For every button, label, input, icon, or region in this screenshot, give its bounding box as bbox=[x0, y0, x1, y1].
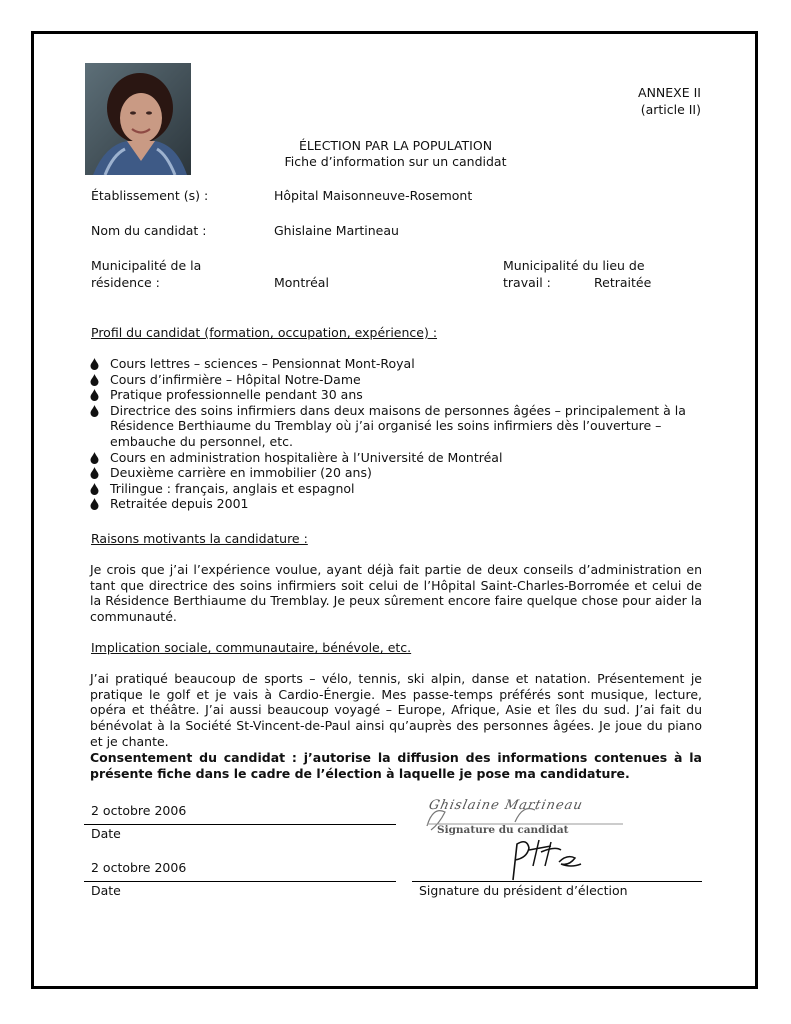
annexe-article: (article II) bbox=[640, 102, 701, 117]
date-2-label: Date bbox=[91, 883, 121, 898]
document-title: ÉLECTION PAR LA POPULATION bbox=[298, 138, 493, 153]
nom-value: Ghislaine Martineau bbox=[274, 223, 399, 238]
president-signature-label: Signature du président d’élection bbox=[419, 883, 628, 898]
drop-bullet-icon bbox=[90, 374, 99, 386]
date-1-label: Date bbox=[91, 826, 121, 841]
travail-label-line1: Municipalité du lieu de bbox=[503, 258, 645, 273]
profil-item bbox=[90, 481, 700, 497]
profil-item-text: Retraitée depuis 2001 bbox=[110, 496, 249, 512]
profil-heading bbox=[91, 325, 473, 341]
drop-bullet-icon bbox=[90, 389, 99, 401]
profil-item bbox=[90, 372, 700, 388]
raisons-text: Je crois que j’ai l’expérience voulue, ayant déjà fait partie de deux conseils d’administration en tant que directrice des soins infirmiers soit celui de l’Hôpital Saint-Charles-Borromée et celui de la Résidence Berthiaume du Tremblay. Je peux sûrement encore faire quelque chose pour aider la communauté. bbox=[90, 562, 702, 625]
president-signature bbox=[505, 836, 585, 882]
profil-item bbox=[90, 496, 700, 512]
implication-heading: Implication sociale, communautaire, bénévole, etc. bbox=[91, 640, 412, 655]
raisons-heading: Raisons motivants la candidature : bbox=[91, 531, 308, 546]
profil-item-text: Deuxième carrière en immobilier (20 ans) bbox=[110, 465, 372, 481]
profil-item bbox=[90, 465, 700, 481]
drop-bullet-icon bbox=[90, 498, 99, 510]
profil-item-text: Cours d’infirmière – Hôpital Notre-Dame bbox=[110, 371, 361, 387]
residence-value: Montréal bbox=[274, 275, 329, 290]
profil-item bbox=[90, 387, 700, 403]
drop-bullet-icon bbox=[90, 483, 99, 495]
travail-label-line2: travail : bbox=[503, 275, 551, 290]
drop-bullet-icon bbox=[90, 452, 99, 464]
profil-list bbox=[90, 356, 700, 512]
profil-heading-text: Profil du candidat (formation, occupation, expérience) : bbox=[91, 325, 438, 340]
president-signature-line bbox=[412, 881, 702, 882]
residence-label-line1: Municipalité de la bbox=[91, 258, 202, 273]
date-1: 2 octobre 2006 bbox=[91, 803, 187, 818]
profil-item-text: Directrice des soins infirmiers dans deux maisons de personnes âgées – principalement à la Résidence Berthiaume du Tremblay où j’ai organisé les soins infirmiers dès l’ouverture – embauche du personnel, etc. bbox=[110, 402, 686, 449]
profil-item-text: Pratique professionnelle pendant 30 ans bbox=[110, 387, 363, 403]
profil-item bbox=[90, 356, 700, 372]
travail-value: Retraitée bbox=[594, 275, 652, 290]
drop-bullet-icon bbox=[90, 467, 99, 479]
profil-item-text: Cours lettres – sciences – Pensionnat Mont-Royal bbox=[110, 356, 415, 371]
candidate-signature-handwriting: Ghislaine Martineau bbox=[427, 798, 585, 813]
profil-item bbox=[90, 450, 700, 466]
drop-bullet-icon bbox=[90, 405, 99, 417]
etablissement-value: Hôpital Maisonneuve-Rosemont bbox=[274, 188, 473, 203]
date-1-line bbox=[84, 824, 396, 825]
nom-label: Nom du candidat : bbox=[91, 223, 207, 238]
profil-item bbox=[90, 403, 700, 450]
candidate-signature-label: Signature du candidat bbox=[437, 824, 569, 836]
annexe-block bbox=[638, 84, 701, 118]
annexe-title: ANNEXE II bbox=[638, 85, 701, 100]
profil-item-text: Cours en administration hospitalière à l’Université de Montréal bbox=[110, 449, 503, 465]
consentement-text: Consentement du candidat : j’autorise la diffusion des informations contenues à la présente fiche dans le cadre de l’élection à laquelle je pose ma candidature. bbox=[90, 750, 702, 781]
document-subtitle: Fiche d’information sur un candidat bbox=[284, 154, 507, 169]
etablissement-label: Établissement (s) : bbox=[91, 188, 209, 203]
date-2-line bbox=[84, 881, 396, 882]
implication-text: J’ai pratiqué beaucoup de sports – vélo, tennis, ski alpin, danse et natation. Présentement je pratique le golf et je vais à Cardio-Énergie. Mes passe-temps préférés sont musique, lecture, opéra et théâtre. J’ai aussi beaucoup voyagé – Europe, Afrique, Asie et îles du sud. J’ai fait du bénévolat à la Société St-Vincent-de-Paul ainsi qu’auprès des personnes âgées. Je joue du piano et je chante. bbox=[90, 671, 702, 749]
drop-bullet-icon bbox=[90, 358, 99, 370]
profil-item-text: Trilingue : français, anglais et espagnol bbox=[110, 480, 355, 496]
date-2: 2 octobre 2006 bbox=[91, 860, 187, 875]
residence-label-line2: résidence : bbox=[91, 275, 160, 290]
